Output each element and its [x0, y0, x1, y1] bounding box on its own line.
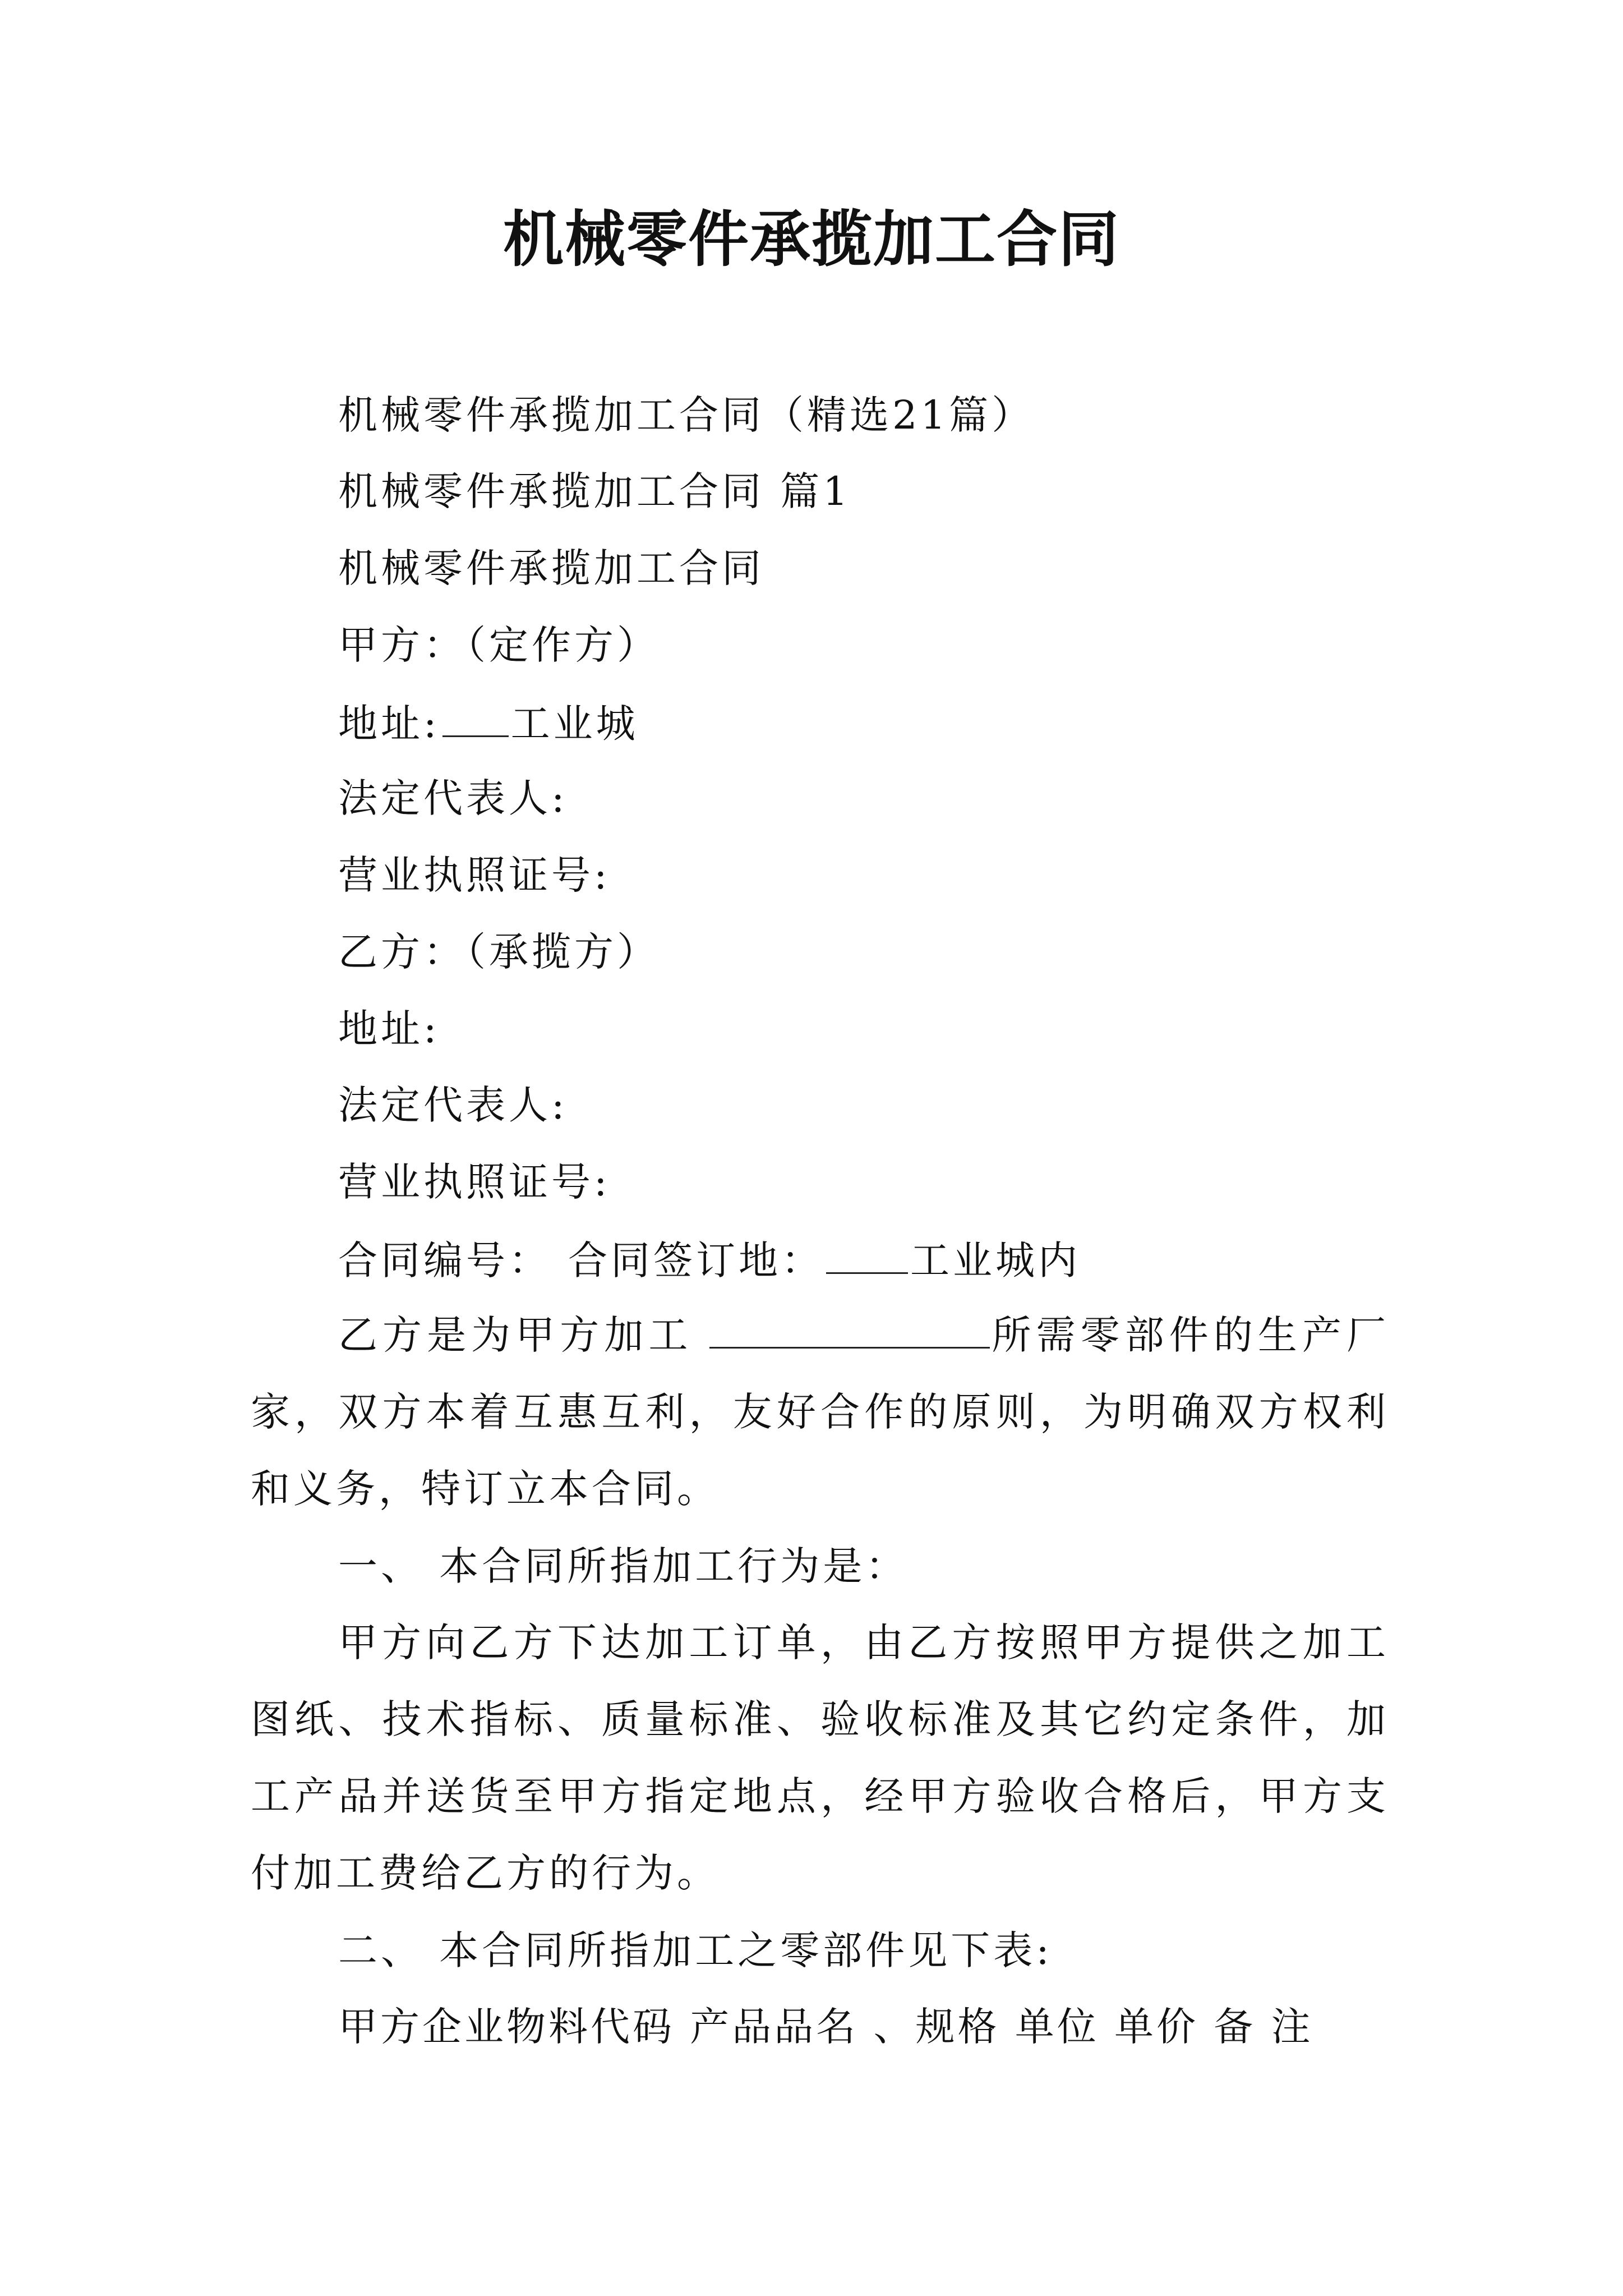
party-b-address-line: 地址: [338, 1006, 440, 1052]
intro-paragraph [251, 1297, 1389, 1527]
party-a-address-suffix: 工业城 [510, 701, 639, 747]
party-a-license-line: 营业执照证号: [338, 852, 611, 898]
party-b-license-line: 营业执照证号: [338, 1159, 611, 1205]
sign-place-suffix: 工业城内 [910, 1237, 1081, 1283]
table-header-row: 甲方企业物料代码 产品品名 、规格 单位 单价 备 注 [338, 2004, 1313, 2050]
clause2-heading: 二、 本合同所指加工之零部件见下表: [338, 1927, 1053, 1973]
clause1-heading: 一、 本合同所指加工行为是： [338, 1543, 909, 1589]
section-heading: 机械零件承揽加工合同 篇1 [338, 468, 851, 514]
document-title: 机械零件承揽加工合同 [502, 204, 1120, 275]
party-b-rep-line: 法定代表人: [338, 1082, 568, 1128]
party-a-rep-line: 法定代表人: [338, 775, 568, 821]
party-a-address-line [338, 694, 639, 752]
party-a-address-label: 地址: [338, 701, 440, 747]
sign-place-label: 合同签订地： [568, 1237, 824, 1283]
address-blank-underline [442, 694, 509, 737]
subtitle-line: 机械零件承揽加工合同（精选21篇） [338, 392, 1035, 438]
party-a-line: 甲方：（定作方） [338, 622, 660, 668]
product-blank-underline [709, 1305, 990, 1349]
sign-place-blank-underline [826, 1231, 908, 1274]
contract-no-line [338, 1231, 1081, 1289]
contract-name-line: 机械零件承揽加工合同 [338, 545, 764, 591]
contract-no-label: 合同编号： [338, 1237, 551, 1283]
party-b-line: 乙方：（承揽方） [338, 929, 660, 975]
intro-text-part1: 乙方是为甲方加工 [338, 1312, 693, 1358]
intro-text-part2: 所需零部件的生产厂家，双方本着互惠互利，友好合作的原则，为明确双方权利和义务，特订立本合同。 [251, 1312, 1390, 1512]
clause1-body: 甲方向乙方下达加工订单，由乙方按照甲方提供之加工图纸、技术指标、质量标准、验收标准及其它约定条件，加工产品并送货至甲方指定地点，经甲方验收合格后，甲方支付加工费给乙方的行为。 [251, 1619, 1389, 1896]
